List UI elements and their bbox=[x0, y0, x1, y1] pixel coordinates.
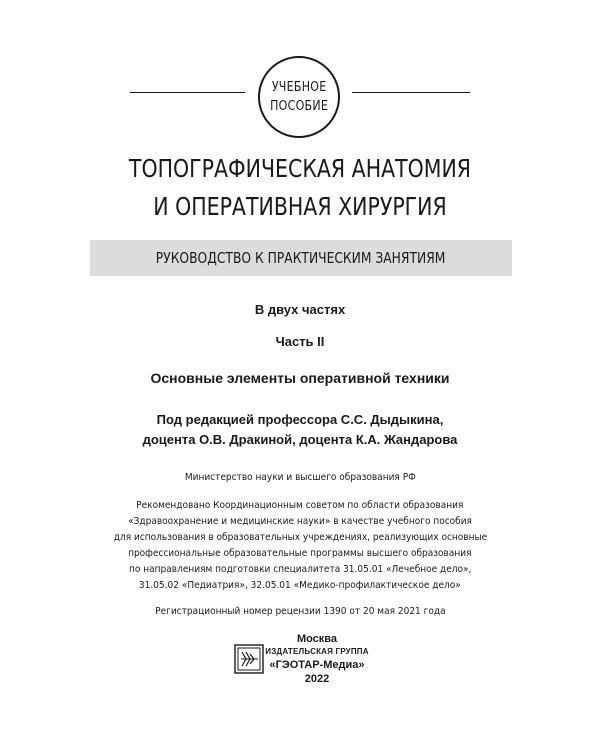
recommendation-line: профессиональные образовательные программы высшего образования bbox=[128, 548, 472, 559]
part-number: Часть II bbox=[275, 334, 325, 349]
title-line-1: ТОПОГРАФИЧЕСКАЯ АНАТОМИЯ bbox=[128, 154, 472, 183]
subtitle: РУКОВОДСТВО К ПРАКТИЧЕСКИМ ЗАНЯТИЯМ bbox=[156, 249, 446, 267]
badge-line-2: ПОСОБИЕ bbox=[269, 99, 329, 114]
publisher-name: «ГЭОТАР-Медиа» bbox=[269, 659, 365, 671]
recommendation-line: «Здравоохранение и медицинские науки» в качестве учебного пособия bbox=[128, 516, 472, 527]
recommendation-line: Рекомендовано Координационным советом по области образования bbox=[136, 500, 464, 511]
top-right-rule bbox=[352, 92, 470, 93]
ministry: Министерство науки и высшего образования РФ bbox=[184, 472, 416, 483]
recommendation-line: для использования в образовательных учреждениях, реализующих основные bbox=[113, 532, 487, 543]
parts-note: В двух частях bbox=[254, 302, 346, 317]
textbook-badge bbox=[258, 56, 340, 138]
editors bbox=[0, 410, 600, 450]
recommendation-line: по направлениям подготовки специалитета 31.05.01 «Лечебное дело», bbox=[128, 564, 472, 575]
title-line-2: И ОПЕРАТИВНАЯ ХИРУРГИЯ bbox=[153, 192, 447, 221]
editors-line-2: доцента О.В. Дракиной, доцента К.А. Жандарова bbox=[142, 432, 458, 447]
recommendation-line: 31.05.02 «Педиатрия», 32.05.01 «Медико-профилактическое дело» bbox=[139, 580, 461, 591]
part-title: Основные элементы оперативной техники bbox=[150, 370, 450, 386]
geotar-logo-icon bbox=[233, 643, 265, 675]
editors-line-1: Под редакцией профессора С.С. Дыдыкина, bbox=[156, 412, 444, 427]
publisher-city: Москва bbox=[296, 633, 338, 645]
top-left-rule bbox=[130, 92, 245, 93]
badge-line-1: УЧЕБНОЕ bbox=[271, 80, 327, 95]
book-title bbox=[54, 150, 546, 226]
registration: Регистрационный номер рецензии 1390 от 20 мая 2021 года bbox=[154, 606, 446, 617]
recommendation bbox=[0, 498, 600, 594]
subtitle-bar bbox=[90, 240, 512, 276]
publication-year: 2022 bbox=[304, 673, 330, 685]
publisher-group: ИЗДАТЕЛЬСКАЯ ГРУППА bbox=[265, 647, 369, 656]
